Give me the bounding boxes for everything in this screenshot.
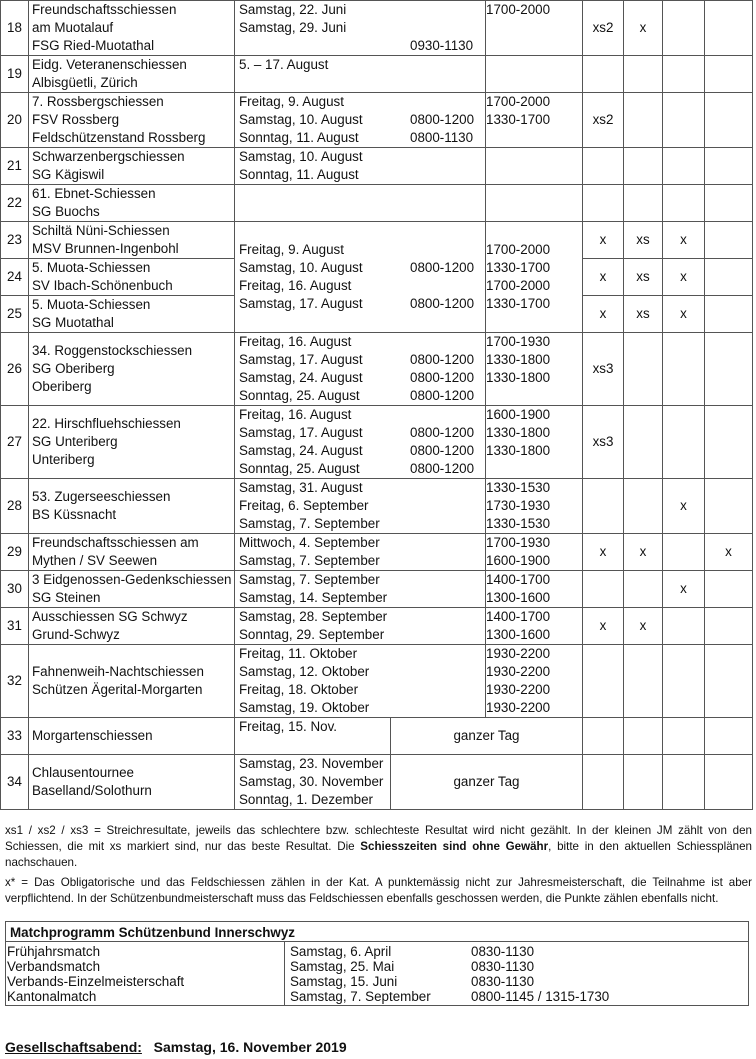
event-times-late [486, 571, 583, 608]
event-time: 0800-1200 [410, 461, 475, 476]
event-name [29, 296, 235, 333]
participation-mark [663, 185, 705, 222]
event-date: Freitag, 9. August [239, 94, 344, 109]
match-name: Verbandsmatch [7, 959, 101, 974]
participation-mark [624, 333, 663, 406]
event-time [410, 406, 474, 424]
table-row [1, 93, 753, 148]
event-time: 1330-1800 [486, 352, 551, 367]
match-date: Samstag, 15. Juni [290, 974, 398, 989]
event-dates [235, 755, 391, 810]
event-time: 1600-1900 [486, 553, 551, 568]
participation-mark: xs3 [583, 333, 624, 406]
table-row [1, 222, 753, 259]
row-number: 23 [1, 222, 29, 259]
participation-mark [663, 608, 705, 645]
event-name-line: SG Unteriberg [32, 434, 118, 449]
event-date: Samstag, 7. September [239, 516, 380, 531]
note-obligatorisch: x* = Das Obligatorische und das Feldschiessen zählen in der Kat. A punktemässig nicht zur Jahresmeisterschaft, die Teilnahme ist aber verpflichtend. In der Schützenbundmeisterschaft muss das Feldschiessen ebenfalls geschossen werden, die Punkte zählen ebenfalls nicht. [5, 876, 752, 905]
event-date: Samstag, 24. August [239, 370, 363, 385]
event-name [29, 406, 235, 479]
participation-mark [624, 148, 663, 185]
participation-mark: x [663, 296, 705, 333]
event-name-line: SG Buochs [32, 204, 100, 219]
event-times-late [486, 222, 583, 333]
event-name-line: MSV Brunnen-Ingenbohl [32, 241, 179, 256]
match-time: 0830-1130 [471, 944, 535, 959]
event-date: Samstag, 22. Juni [239, 2, 347, 17]
event-dates [235, 406, 486, 479]
participation-mark [663, 333, 705, 406]
event-name [29, 755, 235, 810]
event-name-line: 5. Muota-Schiessen [32, 260, 151, 275]
event-date: Sonntag, 29. September [239, 627, 385, 642]
event-time: 1330-1800 [486, 425, 551, 440]
event-times-late [486, 56, 583, 93]
event-dates [235, 479, 486, 534]
event-time: 0930-1130 [410, 38, 474, 53]
event-dates [235, 333, 486, 406]
participation-mark [583, 148, 624, 185]
event-name-line: Ausschiessen SG Schwyz [32, 609, 188, 624]
match-program-box [5, 921, 749, 1006]
event-time: 1930-2200 [486, 700, 551, 715]
event-time: 1700-1930 [486, 535, 551, 550]
event-time: 0800-1200 [410, 112, 475, 127]
event-time: 1700-2000 [486, 2, 551, 17]
row-number: 20 [1, 93, 29, 148]
event-time: 0800-1200 [410, 443, 475, 458]
participation-mark: x [663, 571, 705, 608]
event-name-line: SG Steinen [32, 590, 101, 605]
event-name-line: SG Oberiberg [32, 361, 115, 376]
event-name-line: 7. Rossbergschiessen [32, 94, 164, 109]
event-name-line: 53. Zugerseeschiessen [32, 489, 171, 504]
event-date: Mittwoch, 4. September [239, 535, 380, 550]
participation-mark [624, 93, 663, 148]
event-date: Freitag, 16. August [239, 278, 352, 293]
table-row [1, 56, 753, 93]
event-times-late [486, 479, 583, 534]
event-dates [235, 645, 486, 718]
row-number: 18 [1, 1, 29, 56]
event-date: Samstag, 10. August [239, 149, 363, 164]
match-date: Samstag, 6. April [290, 944, 392, 959]
match-name: Frühjahrsmatch [7, 944, 101, 959]
event-name-line: Schwarzenbergschiessen [32, 149, 185, 164]
event-dates [235, 718, 391, 755]
event-name-line: Schiltä Nüni-Schiessen [32, 223, 170, 238]
table-row [1, 185, 753, 222]
event-name [29, 93, 235, 148]
event-date: Sonntag, 11. August [239, 130, 359, 145]
table-row [1, 1, 753, 56]
participation-mark [624, 185, 663, 222]
table-row [1, 148, 753, 185]
participation-mark [705, 718, 753, 755]
event-time: 1930-2200 [486, 664, 551, 679]
table-row [1, 571, 753, 608]
row-number: 24 [1, 259, 29, 296]
event-date: Freitag, 15. Nov. [239, 719, 337, 734]
row-number: 28 [1, 479, 29, 534]
event-dates [235, 534, 486, 571]
event-name-line: SG Muotathal [32, 315, 114, 330]
participation-mark [705, 148, 753, 185]
event-dates [235, 608, 486, 645]
event-date: Freitag, 16. August [239, 407, 352, 422]
table-row [1, 406, 753, 479]
event-time [410, 277, 474, 295]
event-name-line: 34. Roggenstockschiessen [32, 343, 193, 358]
event-time [410, 333, 474, 351]
participation-mark [705, 333, 753, 406]
event-date: Samstag, 19. Oktober [239, 700, 370, 715]
event-time: 0800-1200 [410, 425, 475, 440]
event-time [410, 1, 473, 19]
participation-mark: xs3 [583, 406, 624, 479]
event-name-line: Freundschaftsschiessen am [32, 535, 199, 550]
event-times-late [486, 185, 583, 222]
participation-mark [583, 755, 624, 810]
event-name-line: Chlausentournee [32, 765, 134, 780]
participation-mark [705, 259, 753, 296]
participation-mark [583, 718, 624, 755]
event-name-line: Schützen Ägerital-Morgarten [32, 682, 203, 697]
participation-mark: xs2 [583, 93, 624, 148]
event-name [29, 259, 235, 296]
event-times-late [486, 406, 583, 479]
participation-mark: x [583, 222, 624, 259]
table-row [1, 608, 753, 645]
participation-mark [624, 56, 663, 93]
event-date: Samstag, 17. August [239, 425, 363, 440]
match-time: 0830-1130 [471, 959, 535, 974]
match-name: Verbands-Einzelmeisterschaft [7, 974, 185, 989]
event-times-late [486, 1, 583, 56]
event-name-line: Morgartenschiessen [32, 728, 153, 743]
event-date: Samstag, 10. August [239, 112, 363, 127]
event-name [29, 56, 235, 93]
row-number: 21 [1, 148, 29, 185]
event-dates [235, 185, 486, 222]
event-name-line: 61. Ebnet-Schiessen [32, 186, 156, 201]
row-number: 30 [1, 571, 29, 608]
participation-mark: x [583, 259, 624, 296]
event-name-line: Baselland/Solothurn [32, 783, 152, 798]
event-time: 0800-1200 [410, 352, 475, 367]
participation-mark [663, 645, 705, 718]
event-dates [235, 222, 486, 333]
event-name-line: Albisgüetli, Zürich [32, 75, 138, 90]
participation-mark [705, 608, 753, 645]
event-name-line: FSV Rossberg [32, 112, 120, 127]
event-time: 1300-1600 [486, 590, 551, 605]
row-number: 33 [1, 718, 29, 755]
event-date: Samstag, 28. September [239, 609, 388, 624]
note-streichresultate: xs1 / xs2 / xs3 = Streichresultate, jeweils das schlechtere bzw. schlechteste Resultat wird nicht gezählt. In der kleinen JM zählt von den Schiessen, die mit xs markiert sind, nur das beste Resultat. Die Schiesszeiten sind ohne Gewähr, bitte in den aktuellen Schiessplänen nachschauen. [5, 824, 752, 869]
event-date: Samstag, 31. August [239, 480, 363, 495]
match-names [6, 942, 285, 1005]
event-name-line: Eidg. Veteranenschiessen [32, 57, 187, 72]
event-time: 0800-1200 [410, 296, 475, 311]
participation-mark: xs2 [583, 1, 624, 56]
event-name-line: 22. Hirschfluehschiessen [32, 416, 181, 431]
row-number: 26 [1, 333, 29, 406]
match-time: 0830-1130 [471, 974, 535, 989]
participation-mark [663, 755, 705, 810]
participation-mark [663, 148, 705, 185]
participation-mark: x [624, 1, 663, 56]
event-name-line: Fahnenweih-Nachtschiessen [32, 664, 204, 679]
participation-mark [705, 1, 753, 56]
event-time: 1330-1530 [486, 516, 551, 531]
participation-mark [624, 755, 663, 810]
participation-mark [583, 479, 624, 534]
event-date: Samstag, 10. August [239, 260, 363, 275]
event-name [29, 1, 235, 56]
participation-mark: x [663, 479, 705, 534]
participation-mark [705, 479, 753, 534]
event-time: 1930-2200 [486, 646, 551, 661]
event-date: Freitag, 6. September [239, 498, 369, 513]
participation-mark [705, 296, 753, 333]
event-name-line: am Muotalauf [32, 20, 114, 35]
table-row [1, 333, 753, 406]
event-name [29, 645, 235, 718]
match-date: Samstag, 25. Mai [290, 959, 395, 974]
event-name-line: Feldschützenstand Rossberg [32, 130, 206, 145]
event-name-line: Unteriberg [32, 452, 95, 467]
event-date: Samstag, 7. September [239, 553, 380, 568]
all-day-label: ganzer Tag [391, 755, 583, 810]
participation-mark: x [705, 534, 753, 571]
event-date: Samstag, 17. August [239, 352, 363, 367]
event-name-line: Grund-Schwyz [32, 627, 120, 642]
social-evening-label: Gesellschaftsabend: [5, 1039, 142, 1055]
event-times-late [486, 333, 583, 406]
event-name [29, 185, 235, 222]
event-date: Samstag, 30. November [239, 774, 384, 789]
participation-mark [663, 56, 705, 93]
event-dates [235, 571, 486, 608]
event-time: 1700-2000 [486, 278, 551, 293]
event-times-late [486, 534, 583, 571]
table-row [1, 755, 753, 810]
event-name-line: SV Ibach-Schönenbuch [32, 278, 173, 293]
participation-mark [663, 718, 705, 755]
event-time [410, 241, 474, 259]
event-time [410, 93, 474, 111]
event-name-line: FSG Ried-Muotathal [32, 38, 155, 53]
event-date: Freitag, 11. Oktober [239, 646, 358, 661]
participation-mark [705, 406, 753, 479]
event-times-late [486, 645, 583, 718]
event-date: Sonntag, 25. August [239, 461, 360, 476]
row-number: 29 [1, 534, 29, 571]
participation-mark [663, 93, 705, 148]
row-number: 32 [1, 645, 29, 718]
social-evening-date: Samstag, 16. November 2019 [153, 1039, 347, 1055]
participation-mark [624, 406, 663, 479]
event-time: 0800-1200 [410, 260, 475, 275]
event-name [29, 718, 235, 755]
event-dates [235, 1, 486, 56]
participation-mark [624, 645, 663, 718]
event-date: Freitag, 9. August [239, 242, 344, 257]
table-row [1, 645, 753, 718]
event-date: Samstag, 12. Oktober [239, 664, 370, 679]
event-time: 1330-1700 [486, 112, 551, 127]
event-time: 0800-1130 [410, 130, 474, 145]
event-times-late [486, 93, 583, 148]
table-row [1, 718, 753, 755]
event-date: Samstag, 23. November [239, 756, 384, 771]
event-name [29, 333, 235, 406]
event-name-line: Freundschaftsschiessen [32, 2, 177, 17]
event-dates [235, 56, 486, 93]
event-date: 5. – 17. August [239, 57, 329, 72]
event-time: 1330-1800 [486, 370, 551, 385]
participation-mark [583, 571, 624, 608]
match-details [285, 942, 748, 1005]
event-name-line: 3 Eidgenossen-Gedenkschiessen [32, 572, 232, 587]
event-name-line: 5. Muota-Schiessen [32, 297, 151, 312]
row-number: 25 [1, 296, 29, 333]
participation-mark [624, 718, 663, 755]
event-date: Samstag, 29. Juni [239, 20, 347, 35]
event-name-line: BS Küssnacht [32, 507, 117, 522]
event-date: Sonntag, 25. August [239, 388, 360, 403]
event-time: 0800-1200 [410, 388, 475, 403]
participation-mark: xs [624, 259, 663, 296]
event-time: 1700-2000 [486, 94, 551, 109]
participation-mark: xs [624, 222, 663, 259]
participation-mark [624, 571, 663, 608]
participation-mark: x [583, 296, 624, 333]
event-time: 1400-1700 [486, 572, 551, 587]
participation-mark: x [583, 608, 624, 645]
event-name [29, 222, 235, 259]
table-row [1, 534, 753, 571]
match-program-title: Matchprogramm Schützenbund Innerschwyz [6, 922, 748, 942]
participation-mark [705, 56, 753, 93]
event-time [410, 19, 473, 37]
row-number: 27 [1, 406, 29, 479]
event-date: Samstag, 24. August [239, 443, 363, 458]
participation-mark [705, 645, 753, 718]
event-time: 1300-1600 [486, 627, 551, 642]
event-date: Samstag, 7. September [239, 572, 380, 587]
participation-mark: x [583, 534, 624, 571]
event-time: 1330-1800 [486, 443, 551, 458]
event-name-line: Mythen / SV Seewen [32, 553, 158, 568]
event-time: 1730-1930 [486, 498, 551, 513]
event-date: Samstag, 17. August [239, 296, 363, 311]
event-name [29, 479, 235, 534]
all-day-label: ganzer Tag [391, 718, 583, 755]
event-time: 0800-1200 [410, 370, 475, 385]
event-date: Sonntag, 1. Dezember [239, 792, 373, 807]
social-evening [5, 1039, 347, 1055]
event-date: Samstag, 14. September [239, 590, 388, 605]
event-name [29, 608, 235, 645]
event-date: Sonntag, 11. August [239, 167, 359, 182]
row-number: 22 [1, 185, 29, 222]
event-time: 1930-2200 [486, 682, 551, 697]
participation-mark [583, 185, 624, 222]
event-time: 1700-2000 [486, 242, 551, 257]
event-name [29, 571, 235, 608]
event-dates [235, 148, 486, 185]
participation-mark: x [624, 534, 663, 571]
participation-mark: x [663, 222, 705, 259]
participation-mark: x [663, 259, 705, 296]
event-dates [235, 93, 486, 148]
event-times-late [486, 148, 583, 185]
participation-mark [705, 93, 753, 148]
participation-mark [705, 185, 753, 222]
event-name [29, 534, 235, 571]
row-number: 19 [1, 56, 29, 93]
event-date: Freitag, 16. August [239, 334, 352, 349]
participation-mark [663, 406, 705, 479]
participation-mark [705, 755, 753, 810]
table-row [1, 479, 753, 534]
event-date: Freitag, 18. Oktober [239, 682, 359, 697]
participation-mark [624, 479, 663, 534]
event-time: 1330-1530 [486, 480, 551, 495]
event-name-line: SG Kägiswil [32, 167, 105, 182]
match-name: Kantonalmatch [7, 989, 97, 1004]
participation-mark [583, 56, 624, 93]
match-date: Samstag, 7. September [290, 989, 431, 1004]
row-number: 31 [1, 608, 29, 645]
match-time: 0800-1145 / 1315-1730 [471, 989, 610, 1004]
event-time: 1330-1700 [486, 296, 551, 311]
participation-mark: x [624, 608, 663, 645]
participation-mark: xs [624, 296, 663, 333]
participation-mark [705, 222, 753, 259]
event-time: 1400-1700 [486, 609, 551, 624]
event-name [29, 148, 235, 185]
event-times-late [486, 608, 583, 645]
event-time: 1600-1900 [486, 407, 551, 422]
participation-mark [705, 571, 753, 608]
participation-mark [663, 1, 705, 56]
participation-mark [583, 645, 624, 718]
event-time: 1700-1930 [486, 334, 551, 349]
event-time: 1330-1700 [486, 260, 551, 275]
event-name-line: Oberiberg [32, 379, 92, 394]
row-number: 34 [1, 755, 29, 810]
participation-mark [663, 534, 705, 571]
